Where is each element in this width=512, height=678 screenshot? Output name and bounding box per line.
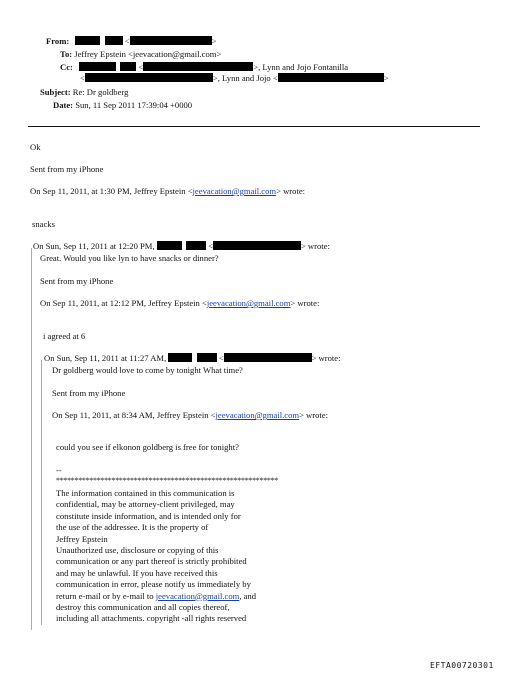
subject-value: Re: Dr goldberg xyxy=(72,87,129,97)
email-link[interactable]: jeevacation@gmail.com xyxy=(192,186,277,196)
date-value: Sun, 11 Sep 2011 17:39:04 +0000 xyxy=(75,100,193,110)
disclaimer-line: including all attachments. copyright -all rights reserved xyxy=(56,613,247,624)
disclaimer-line: constitute inside information, and is intended only for xyxy=(56,510,241,521)
to-value: Jeffrey Epstein <jeevacation@gmail.com> xyxy=(74,49,222,59)
cc-tail2: >, Lynn and Jojo < xyxy=(212,73,278,83)
signature-1: Sent from my iPhone xyxy=(30,164,104,174)
signature-3: Sent from my iPhone xyxy=(52,388,126,398)
redaction xyxy=(143,62,253,71)
disclaimer-line: Jeffrey Epstein xyxy=(56,533,108,544)
from-row: From: < > xyxy=(46,36,217,46)
redaction xyxy=(278,73,384,82)
could-text: could you see if elkonon goldberg is free for tonight? xyxy=(56,442,239,452)
header-divider xyxy=(28,126,480,127)
quote-header-1: On Sep 11, 2011, at 1:30 PM, Jeffrey Epstein <jeevacation@gmail.com> wrote: xyxy=(30,186,306,196)
quote-header-2: On Sun, Sep 11, 2011 at 12:20 PM, < > wrote: xyxy=(33,241,330,251)
disclaimer-line: and may be unlawful. If you have received this xyxy=(56,567,218,578)
from-label: From: xyxy=(46,36,70,46)
to-label: To: xyxy=(60,49,73,59)
quote-header-3: On Sep 11, 2011, at 12:12 PM, Jeffrey Epstein <jeevacation@gmail.com> wrote: xyxy=(40,298,320,308)
redaction xyxy=(75,36,100,45)
redaction xyxy=(197,353,217,362)
sig-stars: ************************************************************ xyxy=(56,476,279,485)
document-id: EFTA00720301 xyxy=(430,661,494,670)
cc-tail1: >, Lynn and Jojo Fontanilla xyxy=(253,62,349,72)
email-link[interactable]: jeevacation@gmail.com xyxy=(215,410,300,420)
reply-ok: Ok xyxy=(30,142,41,152)
disclaimer-line: Unauthorized use, disclosure or copying of this xyxy=(56,545,219,556)
subject-label: Subject: xyxy=(40,87,71,97)
to-row xyxy=(60,49,221,59)
disclaimer-line: confidential, may be attorney-client privileged, may xyxy=(56,499,235,510)
date-row xyxy=(53,100,192,110)
snacks-text: snacks xyxy=(32,219,55,229)
redaction xyxy=(168,353,192,362)
quote-bar-2 xyxy=(41,360,42,625)
disclaimer-block xyxy=(56,488,256,625)
cc-row2: < >, Lynn and Jojo < > xyxy=(80,73,389,83)
redaction xyxy=(157,241,182,250)
cc-label: Cc: xyxy=(60,62,73,72)
email-link[interactable]: jeevacation@gmail.com xyxy=(155,590,240,601)
disclaimer-line: return e-mail or by e-mail to jeevacation@gmail.com, and xyxy=(56,590,257,601)
quote-header-5: On Sep 11, 2011, at 8:34 AM, Jeffrey Epstein <jeevacation@gmail.com> wrote: xyxy=(52,410,329,420)
date-label: Date: xyxy=(53,100,74,110)
redaction xyxy=(130,36,212,45)
disclaimer-line: communication in error, please notify us immediately by xyxy=(56,579,251,590)
quote-bar-1 xyxy=(31,248,32,630)
redaction xyxy=(79,62,116,71)
redaction xyxy=(213,241,301,250)
redaction xyxy=(85,73,213,82)
redaction xyxy=(186,241,206,250)
disclaimer-line: communication or any part thereof is strictly prohibited xyxy=(56,556,247,567)
signature-2: Sent from my iPhone xyxy=(40,276,114,286)
cc-row: Cc: < >, Lynn and Jojo Fontanilla xyxy=(60,62,349,72)
agreed-text: i agreed at 6 xyxy=(43,331,86,341)
email-link[interactable]: jeevacation@gmail.com xyxy=(206,298,291,308)
redaction xyxy=(120,62,136,71)
sig-dashes: -- xyxy=(56,465,62,475)
disclaimer-line: the use of the addressee. It is the property of xyxy=(56,522,209,533)
great-text: Great. Would you like lyn to have snacks or dinner? xyxy=(40,253,219,263)
redaction xyxy=(105,36,123,45)
goldberg-text: Dr goldberg would love to come by tonight What time? xyxy=(52,365,243,375)
redaction xyxy=(224,353,312,362)
subject-row xyxy=(40,87,128,97)
disclaimer-line: destroy this communication and all copies thereof, xyxy=(56,602,230,613)
quote-header-4: On Sun, Sep 11, 2011 at 11:27 AM, < > wrote: xyxy=(44,353,341,363)
disclaimer-line: The information contained in this communication is xyxy=(56,488,235,498)
